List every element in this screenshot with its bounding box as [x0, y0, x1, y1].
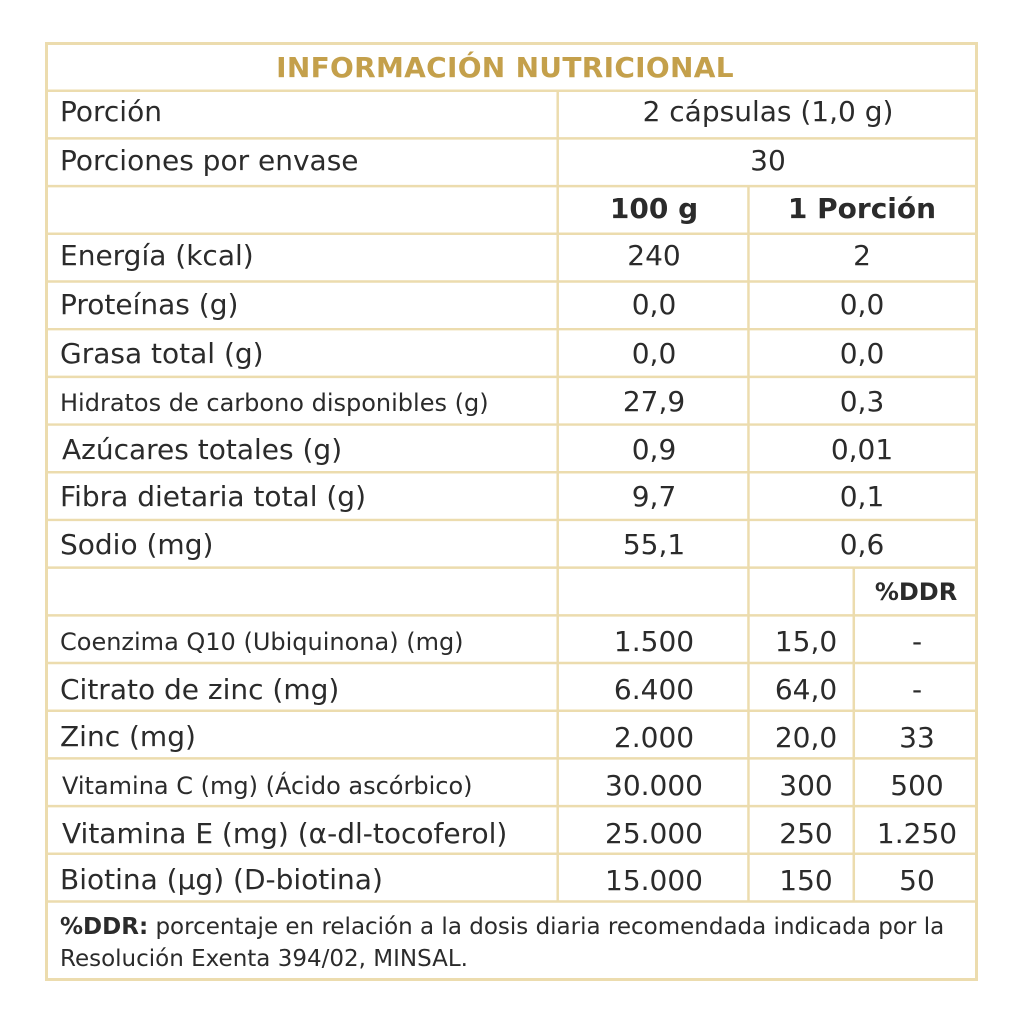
- nutrient-per-serving: 0,0: [839, 337, 885, 370]
- footnote-text: porcentaje en relación a la dosis diaria recomendada indicada por la Resolución Exenta 394/02, MINSAL.: [60, 914, 945, 972]
- nutrient-name: Sodio (mg): [60, 528, 214, 561]
- micronutrient-per-100g: 15.000: [605, 864, 703, 897]
- nutrient-per-serving: 2: [853, 239, 871, 272]
- nutrient-per-serving: 0,6: [839, 528, 885, 561]
- micronutrient-per-serving: 300: [779, 769, 833, 802]
- micronutrient-ddr: 500: [890, 769, 944, 802]
- table-title: INFORMACIÓN NUTRICIONAL: [276, 51, 734, 84]
- nutrient-name: Azúcares totales (g): [62, 433, 343, 466]
- nutrient-per-serving: 0,3: [839, 385, 885, 418]
- micronutrient-per-serving: 15,0: [774, 625, 838, 658]
- header-ddr: %DDR: [874, 578, 958, 606]
- micronutrient-per-serving: 64,0: [774, 673, 838, 706]
- micronutrient-name: Vitamina E (mg) (α-dl-tocoferol): [62, 817, 508, 850]
- micronutrient-per-100g: 30.000: [605, 769, 703, 802]
- micronutrient-ddr: 50: [899, 864, 935, 897]
- micronutrient-name: Coenzima Q10 (Ubiquinona) (mg): [60, 628, 464, 656]
- footnote: [60, 911, 970, 975]
- nutrient-name: Grasa total (g): [60, 337, 264, 370]
- micronutrient-name: Vitamina C (mg) (Ácido ascórbico): [62, 772, 473, 800]
- micronutrient-ddr: -: [911, 673, 923, 706]
- nutrient-name: Proteínas (g): [60, 288, 239, 321]
- nutrient-per-100g: 0,0: [631, 337, 677, 370]
- nutrient-per-100g: 55,1: [622, 528, 686, 561]
- micronutrient-ddr: 33: [899, 721, 935, 754]
- micronutrient-per-100g: 6.400: [613, 673, 695, 706]
- nutrient-name: Fibra dietaria total (g): [60, 480, 367, 513]
- servings-per-container-value: 30: [750, 144, 786, 177]
- micronutrient-per-100g: 2.000: [613, 721, 695, 754]
- micronutrient-ddr: -: [911, 625, 923, 658]
- micronutrient-ddr: 1.250: [876, 817, 958, 850]
- micronutrient-per-100g: 1.500: [613, 625, 695, 658]
- header-per-100g: 100 g: [609, 192, 699, 225]
- nutrient-per-100g: 240: [627, 239, 681, 272]
- micronutrient-per-serving: 250: [779, 817, 833, 850]
- nutrient-per-100g: 0,0: [631, 288, 677, 321]
- header-per-serving: 1 Porción: [787, 192, 937, 225]
- nutrient-per-100g: 0,9: [631, 433, 677, 466]
- nutrient-per-serving: 0,0: [839, 288, 885, 321]
- nutrient-per-100g: 9,7: [631, 480, 677, 513]
- micronutrient-name: Zinc (mg): [60, 720, 196, 753]
- nutrient-per-100g: 27,9: [622, 385, 686, 418]
- micronutrient-per-100g: 25.000: [605, 817, 703, 850]
- micronutrient-per-serving: 20,0: [774, 721, 838, 754]
- serving-value: 2 cápsulas (1,0 g): [642, 95, 894, 128]
- nutrient-per-serving: 0,1: [839, 480, 885, 513]
- nutrient-name: Energía (kcal): [60, 239, 254, 272]
- serving-label: Porción: [60, 95, 162, 128]
- servings-per-container-label: Porciones por envase: [60, 144, 359, 177]
- footnote-term: %DDR:: [60, 914, 149, 940]
- nutrient-per-serving: 0,01: [830, 433, 894, 466]
- nutrient-name: Hidratos de carbono disponibles (g): [60, 389, 489, 417]
- micronutrient-name: Biotina (µg) (D-biotina): [60, 863, 383, 896]
- micronutrient-name: Citrato de zinc (mg): [60, 673, 340, 706]
- micronutrient-per-serving: 150: [779, 864, 833, 897]
